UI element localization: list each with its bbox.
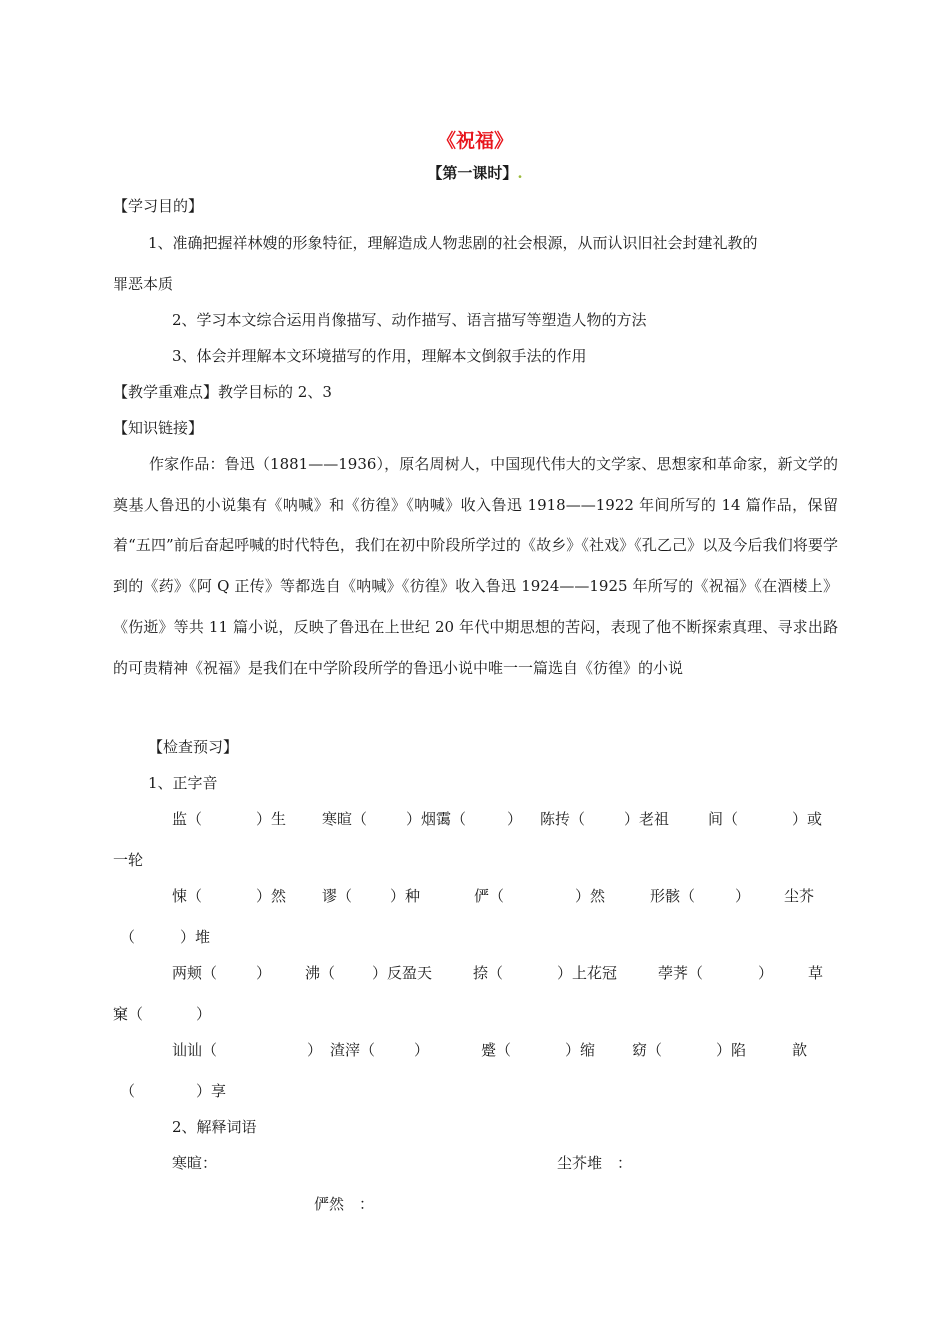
objective-1-line-2: 罪恶本质	[113, 275, 174, 293]
row4-item: ）缩	[565, 1041, 596, 1059]
objective-3: 3、体会并理解本文环境描写的作用，理解本文倒叙手法的作用	[172, 347, 587, 365]
row1-item: 陈抟（	[540, 810, 586, 828]
knowledge-paragraph-text: 作家作品：鲁迅（1881——1936），原名周树人，中国现代伟大的文学家、思想家和革命家，新文学的奠基人鲁迅的小说集有《呐喊》和《彷徨》《呐喊》收入鲁迅 1918——1922 年间所写的 14 篇作品，保留着“五四”前后奋起呼喊的时代特色，我们在初中阶段所学过的《故乡》《社戏》《孔乙己》以及今后我们将要学到的《药》《阿 Q 正传》等都选自《呐喊》《彷徨》收入鲁迅 1924——1925 年所写的《祝福》《在酒楼上》《伤逝》等共 11 篇小说，反映了鲁迅在上世纪 20 年代中期思想的苦闷，表现了他不断探索真理、寻求出路的可贵精神《祝福》是我们在中学阶段所学的鲁迅小说中唯一一篇选自《彷徨》的小说	[113, 455, 838, 677]
row1-wrap: 一轮	[113, 851, 144, 869]
row4-wrap-item: ）享	[196, 1082, 227, 1100]
preview-heading: 【检查预习】	[148, 738, 239, 756]
row1-item: ）	[507, 810, 523, 828]
row1-item: ）老祖	[624, 810, 670, 828]
row4-item: 歆	[792, 1041, 808, 1059]
row3-item: ）	[758, 964, 774, 982]
row4-item: 渣滓（	[330, 1041, 376, 1059]
knowledge-paragraph	[113, 444, 838, 688]
page-title: 《祝福》	[436, 130, 513, 152]
row4-item: ）	[307, 1041, 323, 1059]
objectives-heading: 【学习目的】	[113, 197, 204, 215]
row3-item: 草	[808, 964, 824, 982]
row4-wrap-item: （	[120, 1082, 136, 1100]
question-1: 1、正字音	[148, 774, 218, 792]
row3-item: ）上花冠	[557, 964, 618, 982]
term-chenjiedui: 尘芥堆 ：	[557, 1154, 633, 1172]
row1-item: ）生	[256, 810, 287, 828]
knowledge-heading: 【知识链接】	[113, 419, 204, 437]
row4-item: ）	[414, 1041, 430, 1059]
row3-item: ）	[256, 964, 272, 982]
row1-item: 监（	[172, 810, 203, 828]
objective-1-line-1: 1、准确把握祥林嫂的形象特征，理解造成人物悲剧的社会根源，从而认识旧社会封建礼教的	[148, 234, 758, 252]
term-yanran: 俨然 ：	[314, 1195, 375, 1213]
row4-item: 蹙（	[481, 1041, 512, 1059]
row1-item: 间（	[708, 810, 739, 828]
row4-item: 窈（	[632, 1041, 663, 1059]
row2-item: 形骸（	[650, 887, 696, 905]
row2-item: 谬（	[322, 887, 353, 905]
lesson-subtitle	[0, 162, 950, 183]
row2-item: ）种	[390, 887, 421, 905]
row3-wrap-item: ）	[196, 1005, 212, 1023]
row3-item: 荸荠（	[658, 964, 704, 982]
key-points: 【教学重难点】教学目标的 2、3	[113, 383, 332, 401]
row2-item: 尘芥	[784, 887, 815, 905]
row3-item: 两颊（	[172, 964, 218, 982]
row2-item: 悚（	[172, 887, 203, 905]
subtitle-mark: .	[517, 164, 523, 182]
row3-wrap-item: 窠（	[113, 1005, 144, 1023]
objective-2: 2、学习本文综合运用肖像描写、动作描写、语言描写等塑造人物的方法	[172, 311, 647, 329]
row2-item: ）然	[575, 887, 606, 905]
term-hanxuan: 寒暄：	[172, 1154, 218, 1172]
row4-item: ）陷	[716, 1041, 747, 1059]
row3-item: 沸（	[305, 964, 336, 982]
row1-item: 寒暄（	[322, 810, 368, 828]
row2-item: ）然	[256, 887, 287, 905]
lesson-subtitle-text: 【第一课时】	[427, 164, 518, 182]
row3-item: ）反盈天	[372, 964, 433, 982]
row2-item: 俨（	[474, 887, 505, 905]
row2-item: ）	[735, 887, 751, 905]
question-2: 2、解释词语	[172, 1118, 257, 1136]
row4-item: 讪讪（	[172, 1041, 218, 1059]
row2-wrap-item: ）堆	[180, 928, 211, 946]
row1-item: ）烟霭（	[406, 810, 467, 828]
row2-wrap-item: （	[120, 928, 136, 946]
row3-item: 捺（	[473, 964, 504, 982]
row1-item: ）或	[792, 810, 823, 828]
